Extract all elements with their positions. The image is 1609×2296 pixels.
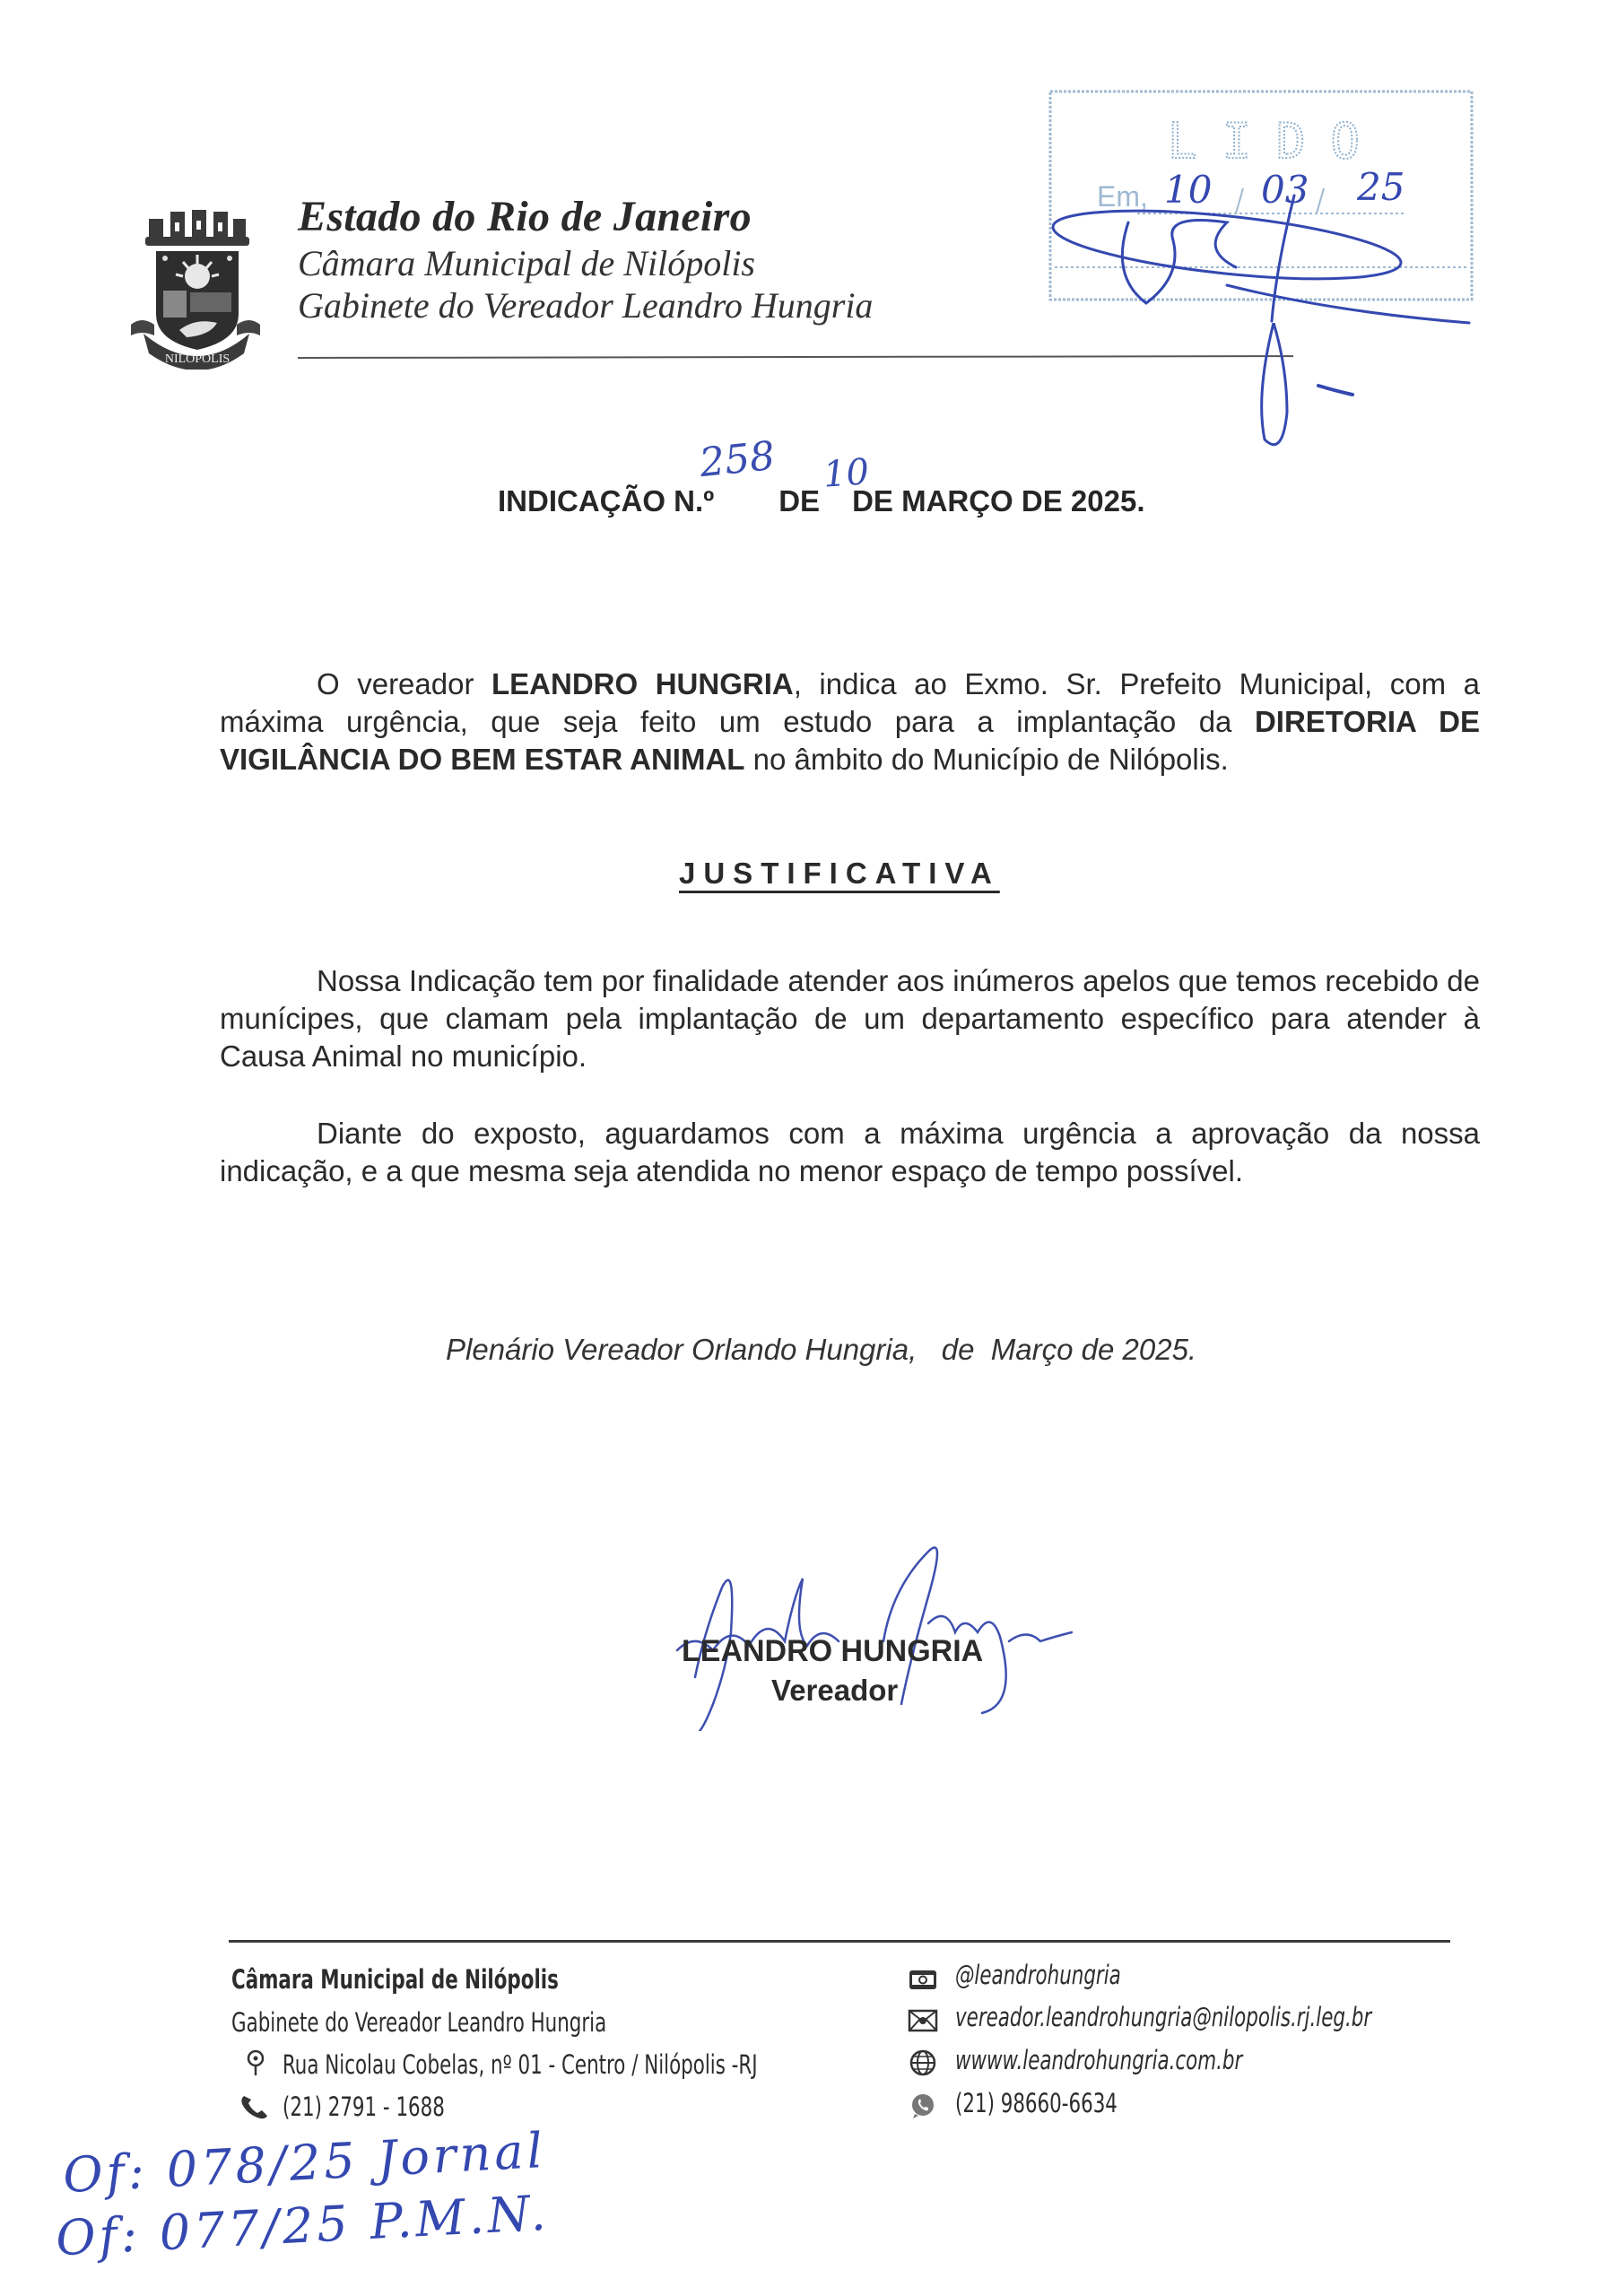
camera-icon — [908, 1966, 938, 1993]
footer-organization: Câmara Municipal de Nilópolis — [231, 1964, 559, 1995]
coat-of-arms-icon — [124, 199, 267, 370]
title-de: DE — [778, 484, 821, 517]
handwritten-day: 10 — [822, 451, 871, 496]
received-stamp — [1048, 88, 1478, 326]
councilor-name: LEANDRO HUNGRIA — [491, 667, 794, 700]
footer-phone: (21) 2791 - 1688 — [283, 2092, 445, 2122]
initials-scribble — [1050, 196, 1469, 323]
stamp-month: 03 — [1261, 168, 1309, 212]
footer-website[interactable]: wwww.leandrohungria.com.br — [955, 2045, 1243, 2075]
justification-paragraph-1: Nossa Indicação tem por finalidade atender aos inúmeros apelos que temos recebido de munícipes, que clamam pela implantação de um departamento específico para atender à Causa Animal no município. — [220, 964, 1480, 1073]
whatsapp-icon — [908, 2092, 938, 2119]
document-title — [498, 484, 1145, 518]
handwritten-note-1: Of: 078/25 Jornal — [61, 2121, 548, 2205]
header-divider — [298, 355, 1293, 359]
header-state-title: Estado do Rio de Janeiro — [298, 193, 752, 240]
email-icon — [908, 2007, 938, 2034]
handwritten-indication-number: 258 — [697, 432, 778, 487]
signatory-role: Vereador — [771, 1674, 899, 1707]
footer-whatsapp[interactable]: (21) 98660-6634 — [955, 2088, 1118, 2118]
svg-text:NILÓPOLIS: NILÓPOLIS — [164, 352, 230, 366]
header-office-name: Gabinete do Vereador Leandro Hungria — [298, 285, 874, 326]
justification-heading: JUSTIFICATIVA — [679, 857, 1000, 890]
closing-location-date: Plenário Vereador Orlando Hungria, de Março de 2025. — [446, 1333, 1197, 1366]
header-chamber-name: Câmara Municipal de Nilópolis — [298, 243, 755, 283]
phone-icon — [239, 2093, 269, 2120]
stamp-date-prefix: Em, — [1097, 180, 1148, 213]
footer-office: Gabinete do Vereador Leandro Hungria — [231, 2007, 607, 2038]
stamp-label: LIDO — [1167, 113, 1386, 170]
map-pin-icon — [240, 2049, 271, 2076]
footer-instagram[interactable]: @leandrohungria — [955, 1960, 1121, 1990]
signatory-name: LEANDRO HUNGRIA — [682, 1634, 984, 1668]
stamp-year: 25 — [1357, 165, 1405, 209]
justification-paragraph-2: Diante do exposto, aguardamos com a máxima urgência a aprovação da nossa indicação, e a que mesma seja atendida no menor espaço de tempo possível. — [220, 1117, 1480, 1187]
indication-paragraph: O vereador LEANDRO HUNGRIA, indica ao Exmo. Sr. Prefeito Municipal, com a máxima urgência, que seja feito um estudo para a implantação da DIRETORIA DE VIGILÂNCIA DO BEM ESTAR ANIMAL no âmbito do Município de Nilópolis. — [220, 667, 1480, 776]
footer-divider — [229, 1940, 1450, 1943]
globe-icon — [908, 2049, 938, 2076]
handwritten-note-2: Of: 077/25 P.M.N. — [54, 2184, 552, 2267]
title-prefix: INDICAÇÃO N.º — [498, 484, 715, 517]
initials-scribble-tail — [1247, 323, 1354, 457]
footer-email[interactable]: vereador.leandrohungria@nilopolis.rj.leg.br — [955, 2002, 1372, 2032]
title-suffix: DE MARÇO DE 2025. — [852, 484, 1145, 517]
stamp-day: 10 — [1164, 168, 1213, 212]
directorate-name: DIRETORIA DE VIGILÂNCIA DO BEM ESTAR ANIMAL — [220, 705, 1480, 776]
footer-address: Rua Nicolau Cobelas, nº 01 - Centro / Nilópolis -RJ — [283, 2049, 758, 2080]
